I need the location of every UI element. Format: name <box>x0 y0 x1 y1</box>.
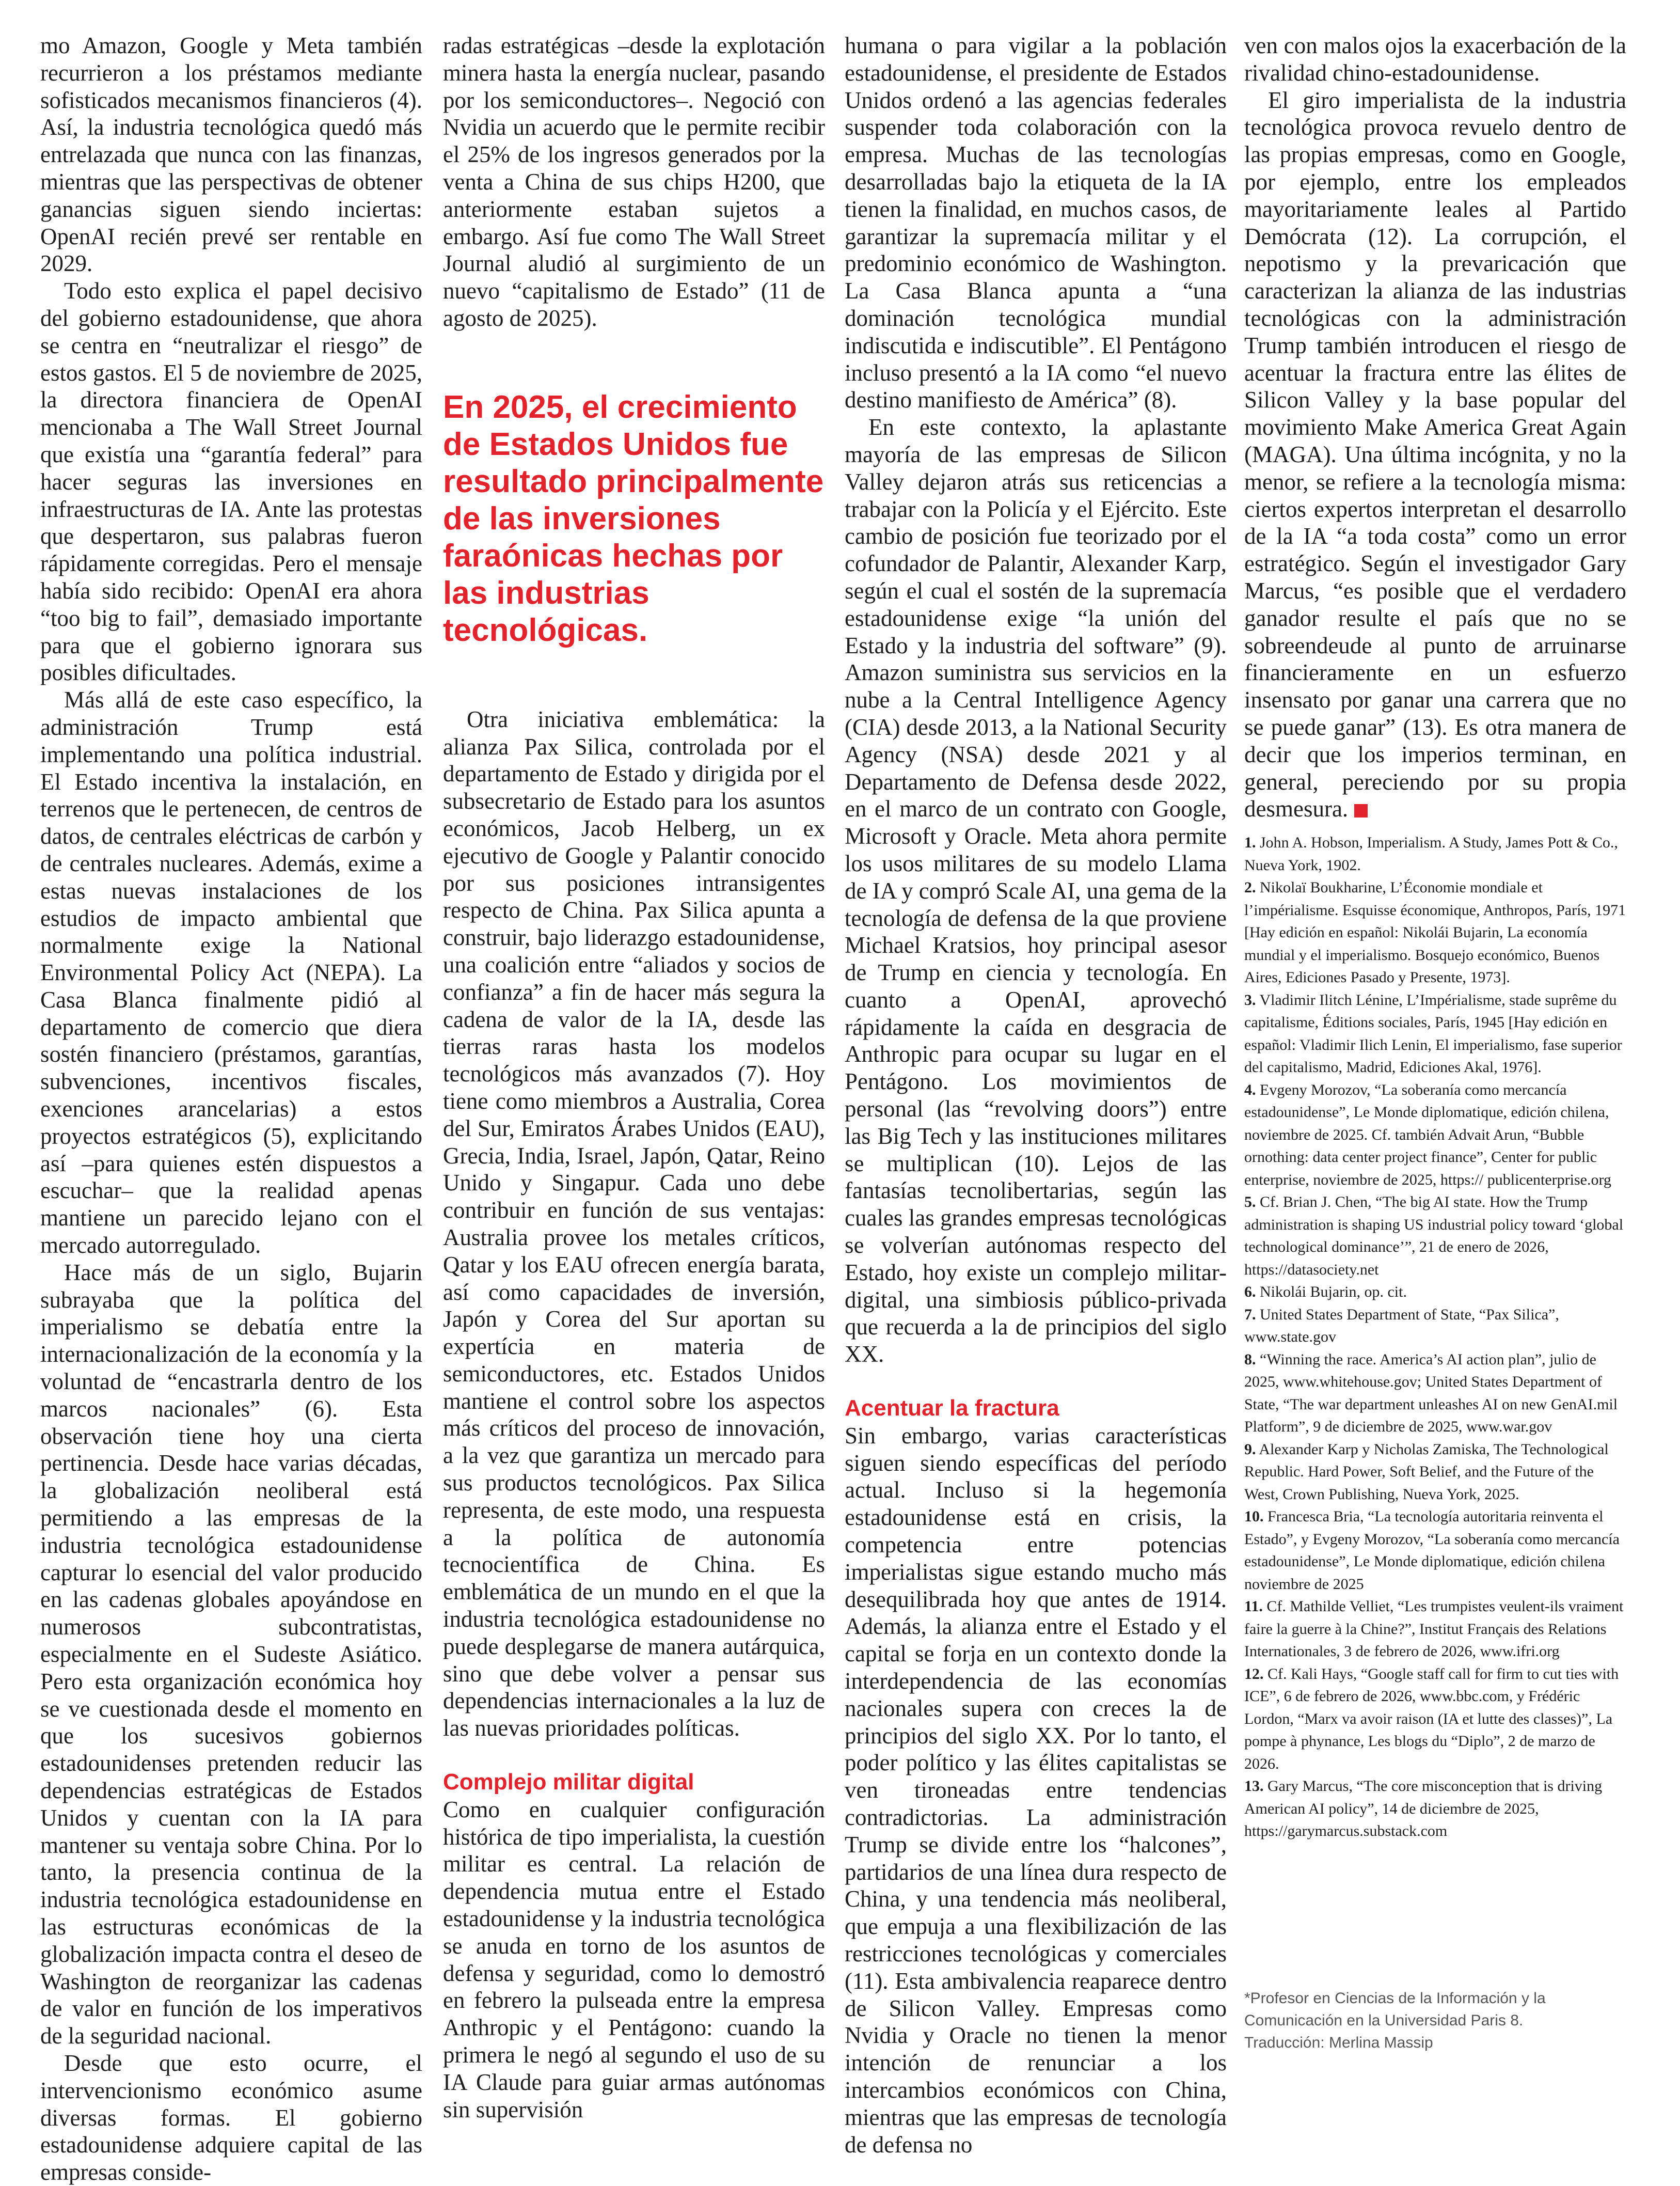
paragraph: humana o para vigilar a la población estadounidense, el presidente de Estados Unidos ordenó a las agencias federales suspender toda colaboración con la empresa. Muchas de las tecnologías desarrolladas bajo la etiqueta de la IA tienen la finalidad, en muchos casos, de garantizar la supremacía militar y el predominio económico de Washington. La Casa Blanca apunta a “una dominación tecnológica mundial indiscutida e indiscutible”. El Pentágono incluso presentó a la IA como “el nuevo destino manifiesto de América” (8). <box>845 33 1227 413</box>
paragraph: Sin embargo, varias características siguen siendo específicas del período actual. Incluso si la hegemonía estadounidense está en crisis, la competencia entre potencias imperialistas sigue estando mucho más desequilibrada hoy que antes de 1914. Además, la alianza entre el Estado y el capital se forja en un contexto donde la interdependencia de las economías nacionales supera con creces la de principios del siglo XX. Por lo tanto, el poder político y las élites capitalistas se ven tironeadas entre tendencias contradictorias. La administración Trump se divide entre los “halcones”, partidarios de una línea dura respecto de China, y una tendencia más neoliberal, que empuja a una flexibilización de las restricciones tecnológicas y comerciales (11). Esta ambivalencia reaparece dentro de Silicon Valley. Empresas como Nvidia y Oracle no tienen la menor intención de renunciar a los intercambios económicos con China, mientras que las empresas de tecnología de defensa no <box>845 1422 1227 2158</box>
pull-quote: En 2025, el crecimiento de Estados Unidos fue resultado principalmente de las inversiones faraónicas hechas por las industrias tecnológicas. <box>443 389 824 648</box>
author-affiliation: *Profesor en Ciencias de la Información y la Comunicación en la Universidad Paris 8. <box>1244 1990 1546 2029</box>
footnote <box>1244 1281 1626 1303</box>
footnote-text: Nikolaï Boukharine, L’Économie mondiale et l’impérialisme. Esquisse économique, Anthropos, París, 1971 [Hay edición en español: Nikolái Bujarin, La economía mundial y el imperialismo. Bosquejo económico, Buenos Aires, Ediciones Pasado y Presente, 1973]. <box>1244 879 1626 986</box>
footnote <box>1244 1505 1626 1595</box>
footnote-text: Alexander Karp y Nicholas Zamiska, The Technological Republic. Hard Power, Soft Belief, and the Future of the West, Crown Publishing, Nueva York, 2025. <box>1244 1440 1609 1503</box>
column-2 <box>443 32 825 2123</box>
paragraph: En este contexto, la aplastante mayoría de las empresas de Silicon Valley dejaron atrás sus reticencias a trabajar con la Policía y el Ejército. Este cambio de posición fue teorizado por el cofundador de Palantir, Alexander Karp, según el cual el sostén de la supremacía estadounidense exige “la unión del Estado y la industria del software” (9). Amazon suministra sus servicios en la nube a la Central Intelligence Agency (CIA) desde 2013, a la National Security Agency (NSA) desde 2021 y al Departamento de Defensa desde 2022, en el marco de un contrato con Google, Microsoft y Oracle. Meta ahora permite los usos militares de su modelo Llama de IA y compró Scale AI, una gema de la tecnología de defensa de la que proviene Michael Kratsios, hoy principal asesor de Trump en ciencia y tecnología. En cuanto a OpenAI, aprovechó rápidamente la caída en desgracia de Anthropic para ocupar su lugar en el Pentágono. Los movimientos de personal (las “revolving doors”) entre las Big Tech y las instituciones militares se multiplican (10). Lejos de las fantasías tecnolibertarias, según las cuales las grandes empresas tecnológicas se volverían autónomas respecto del Estado, hoy existe un complejo militar-digital, una simbiosis público-privada que recuerda a la de principios del siglo XX. <box>845 414 1227 1367</box>
footnote <box>1244 1663 1626 1775</box>
paragraph: Desde que esto ocurre, el intervencionismo económico asume diversas formas. El gobierno estadounidense adquiere capital de las empresas conside- <box>40 2050 422 2185</box>
footnote-text: Evgeny Morozov, “La soberanía como mercancía estadounidense”, Le Monde diplomatique, edición chilena, noviembre de 2025. Cf. también Advait Arun, “Bubble ornothing: data center project finance”, Center for public enterprise, noviembre de 2025, https:// publicenterprise.org <box>1244 1081 1611 1188</box>
footnote <box>1244 831 1626 876</box>
paragraph: Más allá de este caso específico, la administración Trump está implementando una política industrial. El Estado incentiva la instalación, en terrenos que le pertenecen, de centros de datos, de centrales eléctricas de carbón y de centrales nucleares. Además, exime a estas nuevas instalaciones de los estudios de impacto ambiental que normalmente exige la National Environmental Policy Act (NEPA). La Casa Blanca finalmente pidió al departamento de comercio que diera sostén financiero (préstamos, garantías, subvenciones, incentivos fiscales, exenciones arancelarias) a estos proyectos estratégicos (5), explicitando así –para quienes estén dispuestos a escuchar– que la realidad apenas mantiene un parecido lejano con el mercado autorregulado. <box>40 687 422 1259</box>
footnote-text: Nikolái Bujarin, op. cit. <box>1260 1283 1407 1300</box>
footnote <box>1244 876 1626 989</box>
author-byline <box>1244 1987 1626 2054</box>
footnote <box>1244 989 1626 1079</box>
footnote <box>1244 1191 1626 1281</box>
footnote-number: 5. <box>1244 1193 1256 1210</box>
footnote <box>1244 1595 1626 1663</box>
footnote-text: Cf. Mathilde Velliet, “Les trumpistes veulent-ils vraiment faire la guerre à la Chine?”, Institut Français des Relations Internationales, 3 de febrero de 2026, www.ifri.org <box>1244 1598 1624 1660</box>
footnote-number: 6. <box>1244 1283 1256 1300</box>
footnote-text: “Winning the race. America’s AI action plan”, julio de 2025, www.whitehouse.gov; United States Department of State, “The war department unleashes AI on new GenAI.mil Platform”, 9 de diciembre de 2025, www.war.gov <box>1244 1350 1618 1435</box>
footnote-number: 1. <box>1244 834 1256 851</box>
footnote-number: 3. <box>1244 991 1256 1009</box>
footnote <box>1244 1303 1626 1348</box>
footnotes <box>1244 831 1626 1843</box>
footnote-text: Cf. Brian J. Chen, “The big AI state. How the Trump administration is shaping US industrial policy toward ‘global technological dominance’”, 21 de enero de 2026, https://datasociety.net <box>1244 1193 1624 1278</box>
footnote-number: 12. <box>1244 1665 1264 1682</box>
paragraph: Otra iniciativa emblemática: la alianza Pax Silica, controlada por el departamento de Estado y dirigida por el subsecretario de Estado para los asuntos económicos, Jacob Helberg, un ex ejecutivo de Google y Palantir conocido por sus posiciones intransigentes respecto de China. Pax Silica apunta a construir, bajo liderazgo estadounidense, una coalición entre “aliados y socios de confianza” a fin de hacer más segura la cadena de valor de la IA, desde las tierras raras hasta los modelos tecnológicos más avanzados (7). Hoy tiene como miembros a Australia, Corea del Sur, Emiratos Árabes Unidos (EAU), Grecia, India, Israel, Japón, Qatar, Reino Unido y Singapur. Cada uno debe contribuir en función de sus ventajas: Australia provee los metales críticos, Qatar y los EAU ofrecen energía barata, así como capacidades de inversión, Japón y Corea del Sur aportan su expertícia en materia de semiconductores, etc. Estados Unidos mantiene el control sobre los aspectos más críticos del proceso de innovación, a la vez que garantiza un mercado para sus productos tecnológicos. Pax Silica representa, de este modo, una respuesta a la política de autonomía tecnocientífica de China. Es emblemática de un mundo en el que la industria tecnológica estadounidense no puede desplegarse de manera autárquica, sino que debe volver a pensar sus dependencias internacionales a la luz de las nuevas prioridades políticas. <box>443 706 825 1741</box>
column-1 <box>40 32 422 2186</box>
footnote-text: United States Department of State, “Pax Silica”, www.state.gov <box>1244 1306 1559 1345</box>
paragraph: Hace más de un siglo, Bujarin subrayaba que la política del imperialismo se debatía entre la internacionalización de la economía y la voluntad de “encastrarla dentro de los marcos nacionales” (6). Esta observación tiene hoy una cierta pertinencia. Desde hace varias décadas, la globalización neoliberal está permitiendo a las empresas de la industria tecnológica estadounidense capturar lo esencial del valor producido en las cadenas globales apoyándose en numerosos subcontratistas, especialmente en el Sudeste Asiático. Pero esta organización económica hoy se ve cuestionada desde el momento en que los sucesivos gobiernos estadounidenses pretenden reducir las dependencias estratégicas de Estados Unidos y cuentan con la IA para mantener su ventaja sobre China. Por lo tanto, la presencia continua de la industria tecnológica estadounidense en las estructuras económicas de la globalización impacta contra el deseo de Washington de reorganizar las cadenas de valor en función de los imperativos de la seguridad nacional. <box>40 1259 422 2049</box>
footnote-number: 8. <box>1244 1350 1256 1368</box>
paragraph: radas estratégicas –desde la explotación minera hasta la energía nuclear, pasando por los semiconductores–. Negoció con Nvidia un acuerdo que le permite recibir el 25% de los ingresos generados por la venta a China de sus chips H200, que anteriormente estaban sujetos a embargo. Así fue como The Wall Street Journal aludió al surgimiento de un nuevo “capitalismo de Estado” (11 de agosto de 2025). <box>443 33 825 331</box>
paragraph: ven con malos ojos la exacerbación de la rivalidad chino-estadounidense. <box>1244 33 1626 86</box>
footnote-number: 7. <box>1244 1306 1256 1323</box>
footnote-text: John A. Hobson, Imperialism. A Study, James Pott & Co., Nueva York, 1902. <box>1244 834 1618 874</box>
footnote <box>1244 1775 1626 1843</box>
footnote-number: 10. <box>1244 1508 1264 1525</box>
footnote <box>1244 1079 1626 1191</box>
column-4 <box>1244 32 1626 823</box>
footnote-text: Cf. Kali Hays, “Google staff call for firm to cut ties with ICE”, 6 de febrero de 2026, www.bbc.com, y Frédéric Lordon, “Marx va avoir raison (IA et lutte des classes)”, La pompe à phynance, Les blogs du “Diplo”, 2 de marzo de 2026. <box>1244 1665 1619 1772</box>
paragraph: Como en cualquier configuración histórica de tipo imperialista, la cuestión militar es central. La relación de dependencia mutua entre el Estado estadounidense y la industria tecnológica se anuda en torno de los asuntos de defensa y seguridad, como lo demostró en febrero la pulseada entre la empresa Anthropic y el Pentágono: cuando la primera le negó al segundo el uso de su IA Claude para guiar armas autónomas sin supervisión <box>443 1796 825 2122</box>
footnote-number: 11. <box>1244 1598 1263 1615</box>
section-heading: Complejo militar digital <box>443 1769 694 1795</box>
footnote-number: 4. <box>1244 1081 1256 1098</box>
footnote-text: Vladimir Ilitch Lénine, L’Impérialisme, stade suprême du capitalisme, Éditions sociales, París, 1945 [Hay edición en español: Vladimir Ilich Lenin, El imperialismo, fase superior del capitalismo, Madrid, Ediciones Akal, 1976]. <box>1244 991 1622 1076</box>
column-3 <box>845 32 1227 2158</box>
footnote <box>1244 1348 1626 1438</box>
footnote-number: 2. <box>1244 879 1256 896</box>
footnote-text: Francesca Bria, “La tecnología autoritaria reinventa el Estado”, y Evgeny Morozov, “La soberanía como mercancía estadounidense”, Le Monde diplomatique, edición chilena noviembre de 2025 <box>1244 1508 1620 1593</box>
paragraph <box>1244 87 1626 823</box>
translator-credit: Traducción: Merlina Massip <box>1244 2034 1433 2051</box>
footnote-text: Gary Marcus, “The core misconception that is driving American AI policy”, 14 de diciembre de 2025, https://garymarcus.substack.com <box>1244 1778 1603 1839</box>
paragraph: Todo esto explica el papel decisivo del gobierno estadounidense, que ahora se centra en “neutralizar el riesgo” de estos gastos. El 5 de noviembre de 2025, la directora financiera de OpenAI mencionaba a The Wall Street Journal que existía una “garantía federal” para hacer seguras las inversiones en infraestructuras de IA. Ante las protestas que despertaron, sus palabras fueron rápidamente corregidas. Pero el mensaje había sido recibido: OpenAI era ahora “too big to fail”, demasiado importante para que el gobierno ignorara sus posibles dificultades. <box>40 278 422 686</box>
paragraph-text: El giro imperialista de la industria tecnológica provoca revuelo dentro de las propias empresas, como en Google, por ejemplo, entre los empleados mayoritariamente leales al Partido Demócrata (12). La corrupción, el nepotismo y la prevaricación que caracterizan la alianza de las industrias tecnológicas con la administración Trump también introducen el riesgo de acentuar la fractura entre las élites de Silicon Valley y la base popular del movimiento Make America Great Again (MAGA). Una última incógnita, y no la menor, se refiere a la tecnología misma: ciertos expertos interpretan el desarrollo de la IA “a toda costa” como un error estratégico. Según el investigador Gary Marcus, “es posible que el verdadero ganador resulte el país que no se sobreendeude al punto de arruinarse financieramente en un esfuerzo insensato por ganar una carrera que no se puede ganar” (13). Es otra manera de decir que los imperios terminan, en general, pereciendo por su propia desmesura. <box>1244 87 1626 822</box>
end-mark-icon <box>1354 804 1368 817</box>
section-heading: Acentuar la fractura <box>845 1395 1059 1421</box>
footnote-number: 13. <box>1244 1778 1264 1795</box>
footnote-number: 9. <box>1244 1440 1256 1458</box>
paragraph: mo Amazon, Google y Meta también recurrieron a los préstamos mediante sofisticados mecanismos financieros (4). Así, la industria tecnológica quedó más entrelazada que nunca con las finanzas, mientras que las perspectivas de obtener ganancias siguen siendo inciertas: OpenAI recién prevé ser rentable en 2029. <box>40 33 422 277</box>
footnote <box>1244 1438 1626 1506</box>
